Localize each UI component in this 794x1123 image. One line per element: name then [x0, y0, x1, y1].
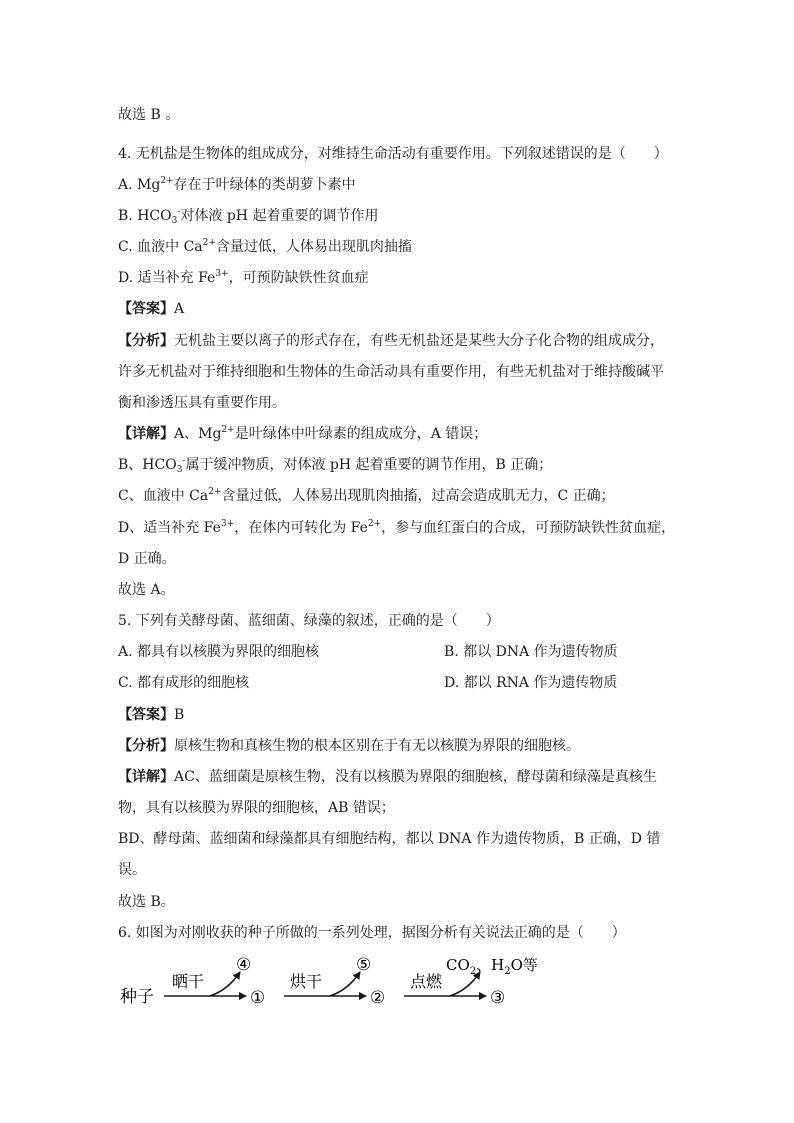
- q5-answer: 【答案】B: [118, 707, 185, 723]
- q5-option-b: B. 都以 DNA 作为遗传物质: [444, 644, 618, 660]
- q4-option-d: D. 适当补充 $Fe^{3+}$，可预防缺铁性贫血症: [118, 269, 369, 286]
- diagram-step2-label: 烘干: [290, 972, 323, 991]
- q4-answer: 【答案】A: [118, 301, 185, 317]
- q5-conclusion: 故选 B。: [118, 894, 175, 910]
- q5-detail-line-2: 物，具有以核膜为界限的细胞核，AB 错误；: [118, 800, 395, 816]
- q4-detail-d: D、适当补充 $Fe^{3+}$，在体内可转化为 $Fe^{2+}$，参与血红蛋白的合成，可预防缺铁性贫血症，: [118, 519, 676, 536]
- q4-detail-b: B、$HCO_3^-$属于缓冲物质，对体液 pH 起着重要的调节作用，B 正确；: [118, 456, 553, 475]
- q4-detail-d-line-2: D 正确。: [118, 551, 176, 567]
- q3-conclusion: 故选 B 。: [118, 107, 180, 123]
- q4-conclusion: 故选 A。: [118, 582, 175, 598]
- q4-analysis-line-1: 【分析】无机盐主要以离子的形式存在，有些无机盐还是某些大分子化合物的组成成分，: [118, 333, 664, 349]
- diagram-step2-branch-arrow: [330, 972, 360, 996]
- diagram-step3-label: 点燃: [410, 972, 443, 991]
- q4-analysis-line-2: 许多无机盐对于维持细胞和生物体的生命活动具有重要作用，有些无机盐对于维持酸碱平: [118, 364, 664, 380]
- q4-detail-c: C、血液中 $Ca^{2+}$含量过低，人体易出现肌肉抽搐，过高会造成肌无力，C 正确；: [118, 487, 615, 504]
- q4-detail-a: 【详解】A、$Mg^{2+}$是叶绿体中叶绿素的组成成分，A 错误；: [118, 425, 488, 442]
- diagram-step1-branch-arrow: [210, 972, 240, 996]
- q5-stem: 5. 下列有关酵母菌、蓝细菌、绿藻的叙述，正确的是（ ）: [118, 613, 500, 629]
- q5-detail-line-1: 【详解】AC、蓝细菌是原核生物，没有以核膜为界限的细胞核，酵母菌和绿藻是真核生: [118, 769, 657, 785]
- diagram-start-label: 种子: [120, 987, 154, 1007]
- q5-analysis: 【分析】原核生物和真核生物的根本区别在于有无以核膜为界限的细胞核。: [118, 738, 580, 754]
- q4-stem: 4. 无机盐是生物体的组成成分，对维持生命活动有重要作用。下列叙述错误的是（ ）: [118, 146, 668, 162]
- q5-option-d: D. 都以 RNA 作为遗传物质: [444, 675, 618, 691]
- diagram-step2-result: ②: [370, 988, 386, 1008]
- q4-analysis-line-3: 衡和渗透压具有重要作用。: [118, 395, 286, 411]
- seed-treatment-diagram: [112, 950, 572, 1012]
- q5-detail-line-4: 误。: [118, 862, 146, 878]
- q6-stem: 6. 如图为对刚收获的种子所做的一系列处理，据图分析有关说法正确的是（ ）: [118, 925, 626, 941]
- diagram-step1-branch: ④: [236, 955, 252, 975]
- diagram-step3-branch: $CO_2$、$H_2O$等: [446, 956, 538, 977]
- q5-option-a: A. 都具有以核膜为界限的细胞核: [118, 644, 320, 660]
- q5-detail-line-3: BD、酵母菌、蓝细菌和绿藻都具有细胞结构，都以 DNA 作为遗传物质，B 正确，D 错: [118, 831, 661, 847]
- q4-option-c: C. 血液中 $Ca^{2+}$含量过低，人体易出现肌肉抽搐: [118, 238, 412, 255]
- q4-option-b: B. $HCO_3^-$对体液 pH 起着重要的调节作用: [118, 207, 379, 226]
- q5-option-c: C. 都有成形的细胞核: [118, 675, 250, 691]
- diagram-step2-branch: ⑤: [356, 955, 372, 975]
- diagram-step1-result: ①: [250, 988, 266, 1008]
- diagram-step1-label: 晒干: [172, 972, 205, 991]
- q4-option-a: A. $Mg^{2+}$存在于叶绿体的类胡萝卜素中: [118, 176, 356, 193]
- diagram-step3-result: ③: [490, 988, 506, 1008]
